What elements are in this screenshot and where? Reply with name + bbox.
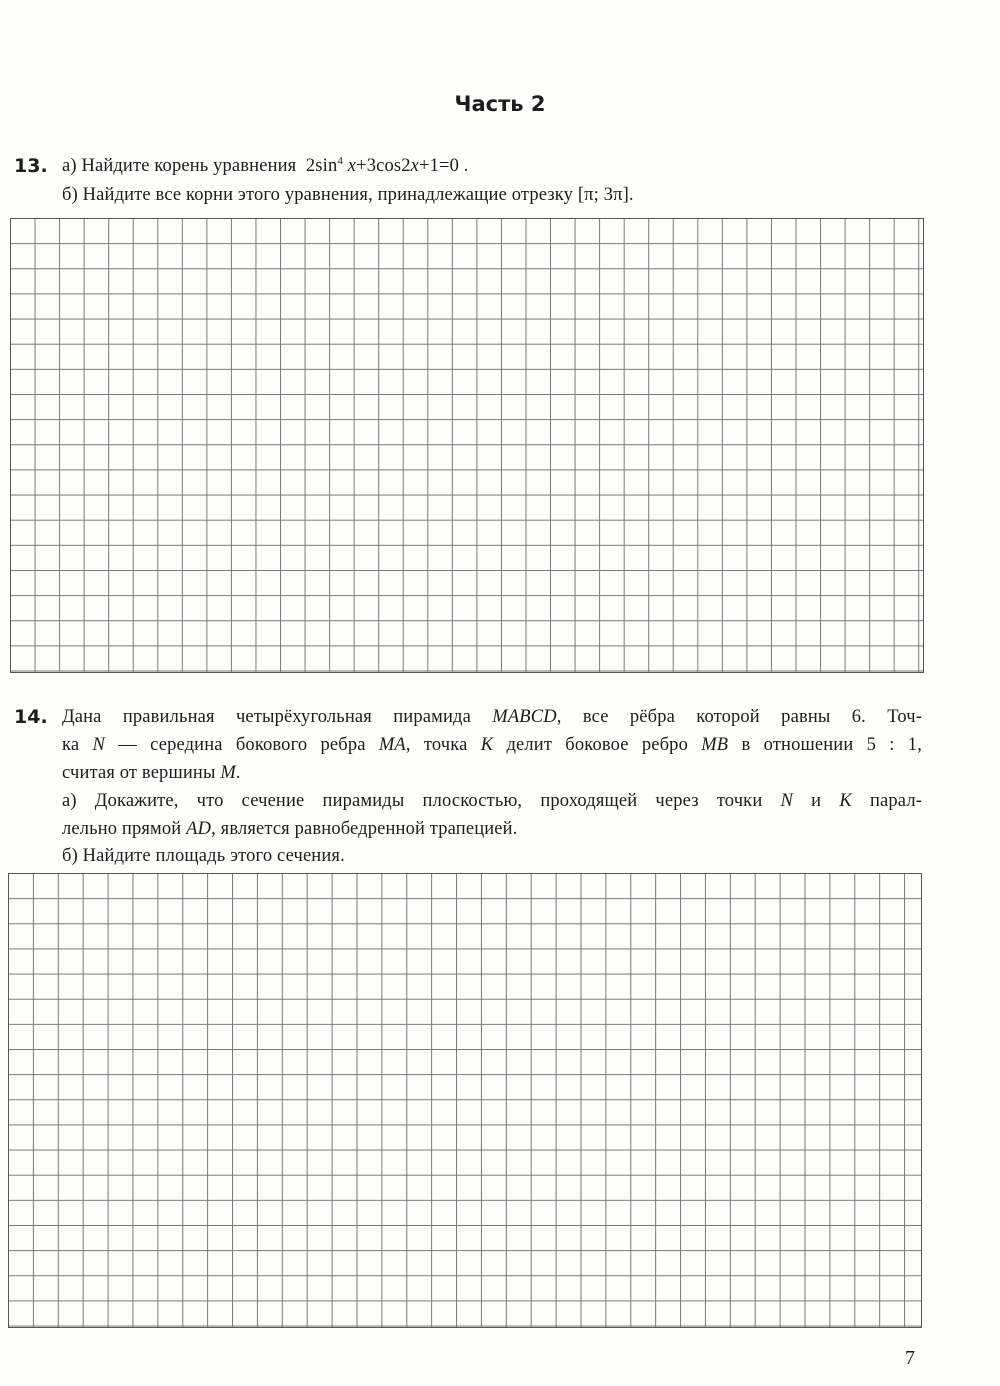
task-14-line-6: б) Найдите площадь этого сечения. [62,846,345,866]
task-14-line-5: лельно прямой AD, является равнобедренной трапецией. [62,819,518,839]
task-13-part-a [62,156,469,177]
task-13-part-b: б) Найдите все корни этого уравнения, принадлежащие отрезку [π; 3π]. [62,185,634,205]
task-14-line-3: считая от вершины M. [62,763,241,783]
task-14-number: 14. [14,706,48,728]
task-14-line-2: ка N — середина бокового ребра MA, точка K делит боковое ребро MB в отношении 5 : 1, [62,735,922,755]
task-14-line-4: а) Докажите, что сечение пирамиды плоскостью, проходящей через точки N и K парал- [62,791,923,811]
answer-grid-13 [10,218,924,673]
section-title: Часть 2 [454,92,546,116]
task-13-number: 13. [14,155,48,177]
task-13-part-a-text: а) Найдите корень уравнения [62,156,297,176]
answer-grid-14 [8,873,922,1328]
task-14-line-1: Дана правильная четырёхугольная пирамида MABCD, все рёбра которой равны 6. Точ- [62,707,923,727]
page-number: 7 [905,1347,915,1369]
task-13-equation: $2\sin^4$ x+3cos2x+1=0 . [305,155,469,176]
